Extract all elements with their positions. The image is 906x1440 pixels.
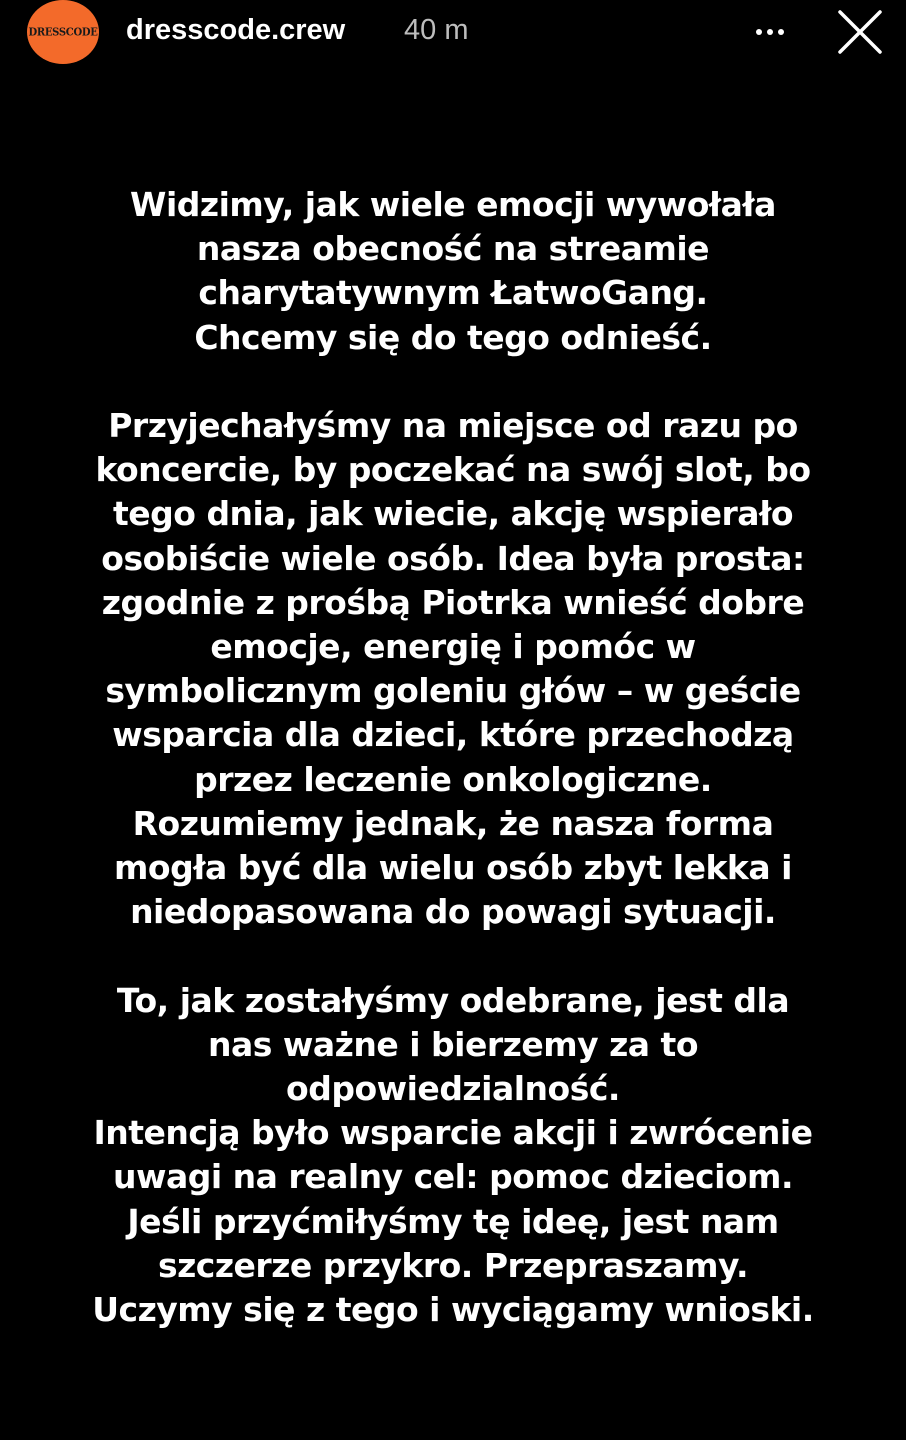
story-text-line: Rozumiemy jednak, że nasza forma xyxy=(132,803,774,843)
close-button[interactable] xyxy=(832,6,888,58)
more-options-button[interactable] xyxy=(746,14,794,50)
story-text-line: Intencją było wsparcie akcji i zwrócenie xyxy=(93,1113,813,1153)
story-text-line: Uczymy się z tego i wyciągamy wnioski. xyxy=(92,1290,814,1330)
story-text-line: Przyjechałyśmy na miejsce od razu po xyxy=(108,406,798,445)
username[interactable]: dresscode.crew xyxy=(126,14,346,46)
story-text-line: zgodnie z prośbą Piotrka wnieść dobre xyxy=(101,582,805,622)
story-text-line: Jeśli przyćmiłyśmy tę ideę, jest nam xyxy=(127,1201,779,1241)
story-text-line: tego dnia, jak wiecie, akcję wspierało xyxy=(113,494,793,534)
story-text-line: mogła być dla wielu osób zbyt lekka i xyxy=(114,848,792,888)
story-text-line: nasza obecność na streamie xyxy=(196,229,710,269)
story-text-line: uwagi na realny cel: pomoc dzieciom. xyxy=(113,1157,793,1197)
story-text-line: Chcemy się do tego odnieść. xyxy=(194,317,712,357)
story-text-line: To, jak zostałyśmy odebrane, jest dla xyxy=(116,980,790,1020)
more-horizontal-icon xyxy=(756,29,762,35)
story-text-line: koncercie, by poczekać na swój slot, bo xyxy=(95,450,811,490)
story-text-block xyxy=(60,183,846,1332)
story-text-line: charytatywnym ŁatwoGang. xyxy=(198,273,708,313)
avatar-logo-text: DRESSCODE xyxy=(28,25,98,39)
paragraph-spacer xyxy=(60,360,846,404)
story-text-line: odpowiedzialność. xyxy=(286,1069,620,1109)
story-header xyxy=(0,0,906,64)
paragraph-spacer xyxy=(60,934,846,978)
story-text-line: osobiście wiele osób. Idea była prosta: xyxy=(101,538,805,578)
story-text-line: wsparcia dla dzieci, które przechodzą xyxy=(112,715,794,755)
story-text-line: nas ważne i bierzemy za to xyxy=(208,1024,698,1064)
story-text-line: symbolicznym goleniu głów – w geście xyxy=(105,671,801,711)
story-text-line: przez leczenie onkologiczne. xyxy=(194,759,712,799)
story-text-line: Widzimy, jak wiele emocji wywołała xyxy=(130,185,776,224)
story-text-line: emocje, energię i pomóc w xyxy=(210,627,696,667)
profile-avatar[interactable] xyxy=(27,0,99,64)
story-text-line: niedopasowana do powagi sytuacji. xyxy=(130,892,776,932)
story-text-line: szczerze przykro. Przepraszamy. xyxy=(157,1245,749,1285)
post-timestamp: 40 m xyxy=(404,14,469,46)
close-icon xyxy=(832,6,888,58)
